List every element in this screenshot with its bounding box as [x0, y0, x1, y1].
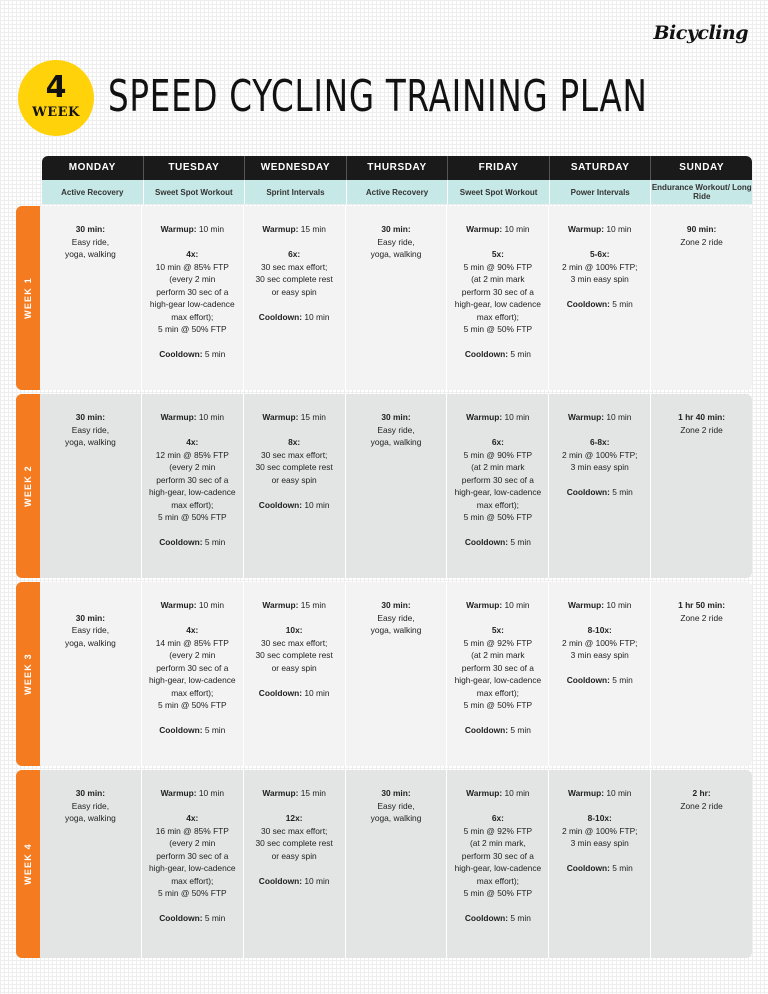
detail: yoga, walking: [370, 249, 422, 259]
cooldown-value: 5 min: [612, 299, 633, 309]
detail: high-gear, low-cadence: [454, 487, 542, 497]
detail: 5 min @ 50% FTP: [158, 700, 227, 710]
detail: 3 min easy spin: [570, 274, 629, 284]
week-1-row: [16, 206, 752, 390]
warmup-label: Warmup:: [466, 600, 503, 610]
week-tab: [16, 394, 40, 578]
warmup-value: 10 min: [198, 224, 225, 234]
detail: Zone 2 ride: [680, 612, 723, 623]
detail: Easy ride,: [377, 236, 415, 247]
detail: max effort);: [476, 687, 519, 698]
day-cell: [650, 394, 752, 578]
detail: yoga, walking: [65, 637, 116, 648]
detail: 5 min @ 50% FTP: [158, 324, 227, 334]
warmup-label: Warmup:: [466, 788, 503, 798]
workout-type: Endurance Workout/ Long Ride: [650, 180, 752, 204]
day-cell: [141, 770, 243, 958]
detail: perform 30 sec of a: [461, 850, 534, 861]
warmup-value: 10 min: [198, 600, 225, 610]
day-cell: [548, 394, 650, 578]
day-header: MONDAY: [68, 162, 116, 173]
day-cell: [243, 582, 345, 766]
detail: max effort);: [476, 875, 519, 886]
detail: 2 min @ 100% FTP;: [561, 825, 638, 836]
detail: 2 min @ 100% FTP;: [561, 449, 638, 460]
day-cell: [345, 582, 447, 766]
sets: 6-8x:: [589, 437, 610, 447]
sets: 5x:: [491, 625, 504, 635]
day-cell: [548, 770, 650, 958]
cooldown-value: 5 min: [204, 537, 226, 547]
cooldown-label: Cooldown:: [566, 487, 610, 497]
day-cell: [243, 394, 345, 578]
duration: 30 min:: [381, 224, 411, 234]
week-count-badge: [18, 60, 94, 136]
detail: Easy ride,: [71, 424, 110, 435]
detail: 5 min @ 50% FTP: [463, 888, 533, 898]
warmup-label: Warmup:: [568, 600, 604, 610]
day-header: THURSDAY: [346, 156, 448, 180]
day-cell: [548, 206, 650, 390]
detail: perform 30 sec of a: [461, 474, 534, 485]
sets: 5-6x:: [589, 249, 610, 259]
detail: high-gear, low-cadence: [454, 863, 542, 873]
detail: Easy ride,: [71, 800, 110, 811]
page-title: SPEED CYCLING TRAINING PLAN: [108, 71, 648, 122]
cooldown-value: 5 min: [510, 725, 531, 735]
day-cell: [345, 394, 447, 578]
days-header-row: [42, 156, 752, 180]
duration: 30 min:: [381, 788, 411, 798]
day-cell: [243, 206, 345, 390]
day-cell: [345, 770, 447, 958]
detail: max effort);: [171, 875, 214, 886]
day-cell: [446, 206, 548, 390]
detail: 5 min @ 50% FTP: [463, 700, 533, 710]
detail: high-gear, low cadence: [454, 299, 541, 309]
detail: (at 2 min mark: [471, 650, 525, 660]
workout-type: Active Recovery: [346, 180, 448, 204]
warmup-label: Warmup:: [262, 600, 299, 610]
detail: yoga, walking: [65, 249, 116, 259]
detail: Zone 2 ride: [680, 800, 723, 811]
day-cell: [40, 206, 141, 390]
detail: max effort);: [171, 311, 214, 322]
detail: (every 2 min: [169, 274, 216, 284]
sets: 6x:: [491, 437, 504, 447]
detail: yoga, walking: [65, 813, 116, 823]
detail: high-gear, low-cadence: [148, 863, 236, 873]
duration: 1 hr 50 min:: [678, 600, 726, 610]
duration: 30 min:: [381, 412, 411, 422]
warmup-label: Warmup:: [262, 412, 299, 422]
cooldown-label: Cooldown:: [464, 537, 509, 547]
warmup-value: 10 min: [198, 788, 225, 798]
warmup-value: 10 min: [606, 788, 632, 798]
detail: 5 min @ 50% FTP: [463, 324, 533, 334]
detail: (every 2 min: [169, 650, 216, 660]
detail: Zone 2 ride: [680, 236, 723, 247]
cooldown-value: 5 min: [204, 913, 226, 923]
detail: Easy ride,: [71, 236, 110, 247]
warmup-value: 15 min: [300, 224, 326, 234]
detail: (at 2 min mark: [471, 274, 525, 284]
warmup-label: Warmup:: [568, 224, 604, 234]
day-cell: [650, 770, 752, 958]
duration: 2 hr:: [692, 788, 711, 798]
day-cell: [141, 206, 243, 390]
day-header: WEDNESDAY: [244, 156, 346, 180]
week-tab: [16, 770, 40, 958]
badge-word: WEEK: [32, 105, 80, 120]
workout-type: Sweet Spot Workout: [447, 180, 549, 204]
week-label: WEEK 3: [23, 653, 33, 695]
day-cell: [446, 582, 548, 766]
sets: 10x:: [285, 625, 303, 635]
warmup-label: Warmup:: [466, 224, 503, 234]
detail: yoga, walking: [370, 625, 422, 635]
cooldown-label: Cooldown:: [464, 725, 509, 735]
sets: 4x:: [186, 625, 199, 635]
workout-type: Sprint Intervals: [244, 180, 346, 204]
detail: max effort);: [476, 499, 519, 510]
day-header: TUESDAY: [143, 156, 245, 180]
detail: high-gear, low-cadence: [454, 675, 542, 685]
sets: 4x:: [186, 813, 199, 823]
cooldown-value: 5 min: [612, 675, 633, 685]
warmup-value: 10 min: [504, 600, 530, 610]
detail: 30 sec max effort;: [260, 637, 328, 648]
day-cell: [446, 394, 548, 578]
warmup-value: 10 min: [198, 412, 225, 422]
week-3-row: [16, 582, 752, 766]
detail: 5 min @ 50% FTP: [158, 512, 227, 522]
warmup-value: 10 min: [504, 224, 530, 234]
warmup-value: 15 min: [300, 600, 326, 610]
detail: 14 min @ 85% FTP: [155, 637, 229, 648]
detail: 5 min @ 90% FTP: [463, 449, 533, 460]
warmup-value: 10 min: [504, 412, 530, 422]
detail: 5 min @ 90% FTP: [463, 261, 533, 272]
detail: or easy spin: [271, 286, 317, 297]
detail: max effort);: [476, 311, 519, 322]
detail: Easy ride,: [377, 800, 415, 811]
warmup-label: Warmup:: [568, 412, 604, 422]
detail: 30 sec complete rest: [255, 650, 333, 660]
day-cell: [243, 770, 345, 958]
workout-type: Sweet Spot Workout: [143, 180, 245, 204]
detail: 5 min @ 50% FTP: [463, 512, 533, 522]
cooldown-value: 5 min: [612, 863, 633, 873]
week-4-row: [16, 770, 752, 958]
warmup-label: Warmup:: [160, 788, 197, 798]
sets: 4x:: [186, 437, 199, 447]
sets: 6x:: [288, 249, 301, 259]
detail: Easy ride,: [377, 612, 415, 623]
detail: max effort);: [171, 687, 214, 698]
detail: 5 min @ 92% FTP: [463, 825, 533, 836]
warmup-value: 10 min: [606, 600, 632, 610]
cooldown-value: 10 min: [304, 875, 330, 886]
cooldown-value: 5 min: [510, 537, 531, 547]
detail: perform 30 sec of a: [156, 474, 229, 485]
warmup-value: 10 min: [606, 224, 632, 234]
warmup-label: Warmup:: [466, 412, 503, 422]
day-header: SUNDAY: [650, 156, 752, 180]
detail: 3 min easy spin: [570, 650, 629, 660]
week-label: WEEK 2: [23, 465, 33, 507]
day-header: FRIDAY: [447, 156, 549, 180]
detail: (at 2 min mark,: [469, 838, 526, 848]
detail: perform 30 sec of a: [461, 662, 534, 673]
cooldown-label: Cooldown:: [566, 299, 610, 309]
cooldown-label: Cooldown:: [159, 913, 203, 923]
cooldown-label: Cooldown:: [258, 687, 303, 698]
cooldown-value: 5 min: [204, 349, 226, 359]
detail: 30 sec complete rest: [255, 462, 333, 472]
workout-type: Power Intervals: [549, 180, 651, 204]
cooldown-value: 10 min: [304, 687, 330, 698]
detail: 30 sec max effort;: [260, 261, 328, 272]
warmup-label: Warmup:: [262, 224, 299, 234]
detail: 3 min easy spin: [570, 462, 629, 472]
warmup-label: Warmup:: [160, 412, 197, 422]
detail: 5 min @ 92% FTP: [463, 637, 533, 648]
cooldown-value: 10 min: [304, 499, 330, 510]
workout-type: Active Recovery: [61, 187, 124, 197]
warmup-value: 15 min: [300, 788, 326, 798]
cooldown-value: 5 min: [612, 487, 633, 497]
day-cell: [40, 394, 141, 578]
duration: 1 hr 40 min:: [678, 412, 726, 422]
cooldown-label: Cooldown:: [464, 349, 509, 359]
duration: 30 min:: [75, 412, 106, 422]
badge-number: 4: [45, 70, 67, 105]
week-label: WEEK 4: [23, 843, 33, 885]
sets: 5x:: [491, 249, 504, 259]
workout-type-row: [42, 180, 752, 204]
duration: 30 min:: [75, 224, 106, 234]
day-cell: [40, 770, 141, 958]
week-tab: [16, 582, 40, 766]
cooldown-label: Cooldown:: [159, 349, 203, 359]
week-2-row: [16, 394, 752, 578]
cooldown-label: Cooldown:: [258, 499, 303, 510]
cooldown-value: 5 min: [204, 725, 226, 735]
warmup-label: Warmup:: [160, 224, 197, 234]
cooldown-label: Cooldown:: [258, 875, 303, 886]
detail: 30 sec max effort;: [260, 825, 328, 836]
detail: 3 min easy spin: [570, 838, 629, 848]
duration: 90 min:: [686, 224, 717, 234]
detail: 30 sec complete rest: [255, 838, 333, 848]
detail: 2 min @ 100% FTP;: [561, 261, 638, 272]
day-cell: [40, 582, 141, 766]
detail: perform 30 sec of a: [461, 286, 534, 297]
detail: yoga, walking: [65, 437, 116, 447]
day-header: SATURDAY: [549, 156, 651, 180]
detail: yoga, walking: [370, 437, 422, 447]
sets: 12x:: [285, 813, 303, 823]
day-cell: [141, 394, 243, 578]
warmup-label: Warmup:: [262, 788, 299, 798]
cooldown-label: Cooldown:: [464, 913, 509, 923]
detail: 5 min @ 50% FTP: [158, 888, 227, 898]
detail: high-gear, low-cadence: [148, 675, 236, 685]
sets: 6x:: [491, 813, 504, 823]
warmup-label: Warmup:: [160, 600, 197, 610]
detail: or easy spin: [271, 850, 317, 861]
cooldown-value: 10 min: [304, 311, 330, 322]
detail: (at 2 min mark: [471, 462, 525, 472]
day-cell: [141, 582, 243, 766]
day-cell: [650, 582, 752, 766]
detail: high-gear, low-cadence: [148, 487, 236, 497]
detail: high-gear low-cadence: [149, 299, 235, 309]
detail: perform 30 sec of a: [156, 662, 229, 673]
day-cell: [650, 206, 752, 390]
detail: Easy ride,: [71, 625, 110, 635]
detail: (every 2 min: [169, 838, 216, 848]
cooldown-label: Cooldown:: [159, 537, 203, 547]
cooldown-value: 5 min: [510, 913, 531, 923]
detail: Zone 2 ride: [680, 424, 723, 435]
cooldown-label: Cooldown:: [258, 311, 303, 322]
detail: perform 30 sec of a: [156, 286, 229, 297]
week-label: WEEK 1: [23, 277, 33, 319]
detail: 10 min @ 85% FTP: [155, 261, 229, 272]
day-cell: [446, 770, 548, 958]
detail: yoga, walking: [370, 813, 422, 823]
detail: Easy ride,: [377, 424, 415, 435]
cooldown-label: Cooldown:: [566, 675, 610, 685]
day-cell: [548, 582, 650, 766]
sets: 8x:: [288, 437, 301, 447]
detail: max effort);: [171, 499, 214, 510]
week-tab: [16, 206, 40, 390]
detail: or easy spin: [271, 662, 317, 673]
detail: (every 2 min: [169, 462, 216, 472]
duration: 30 min:: [75, 788, 106, 798]
detail: 2 min @ 100% FTP;: [561, 637, 638, 648]
warmup-label: Warmup:: [568, 788, 604, 798]
cooldown-label: Cooldown:: [566, 863, 610, 873]
warmup-value: 15 min: [300, 412, 326, 422]
detail: perform 30 sec of a: [156, 850, 229, 861]
detail: 30 sec complete rest: [255, 274, 333, 284]
sets: 8-10x:: [587, 813, 612, 823]
cooldown-label: Cooldown:: [159, 725, 203, 735]
brand-logo: Bicycling: [653, 22, 748, 44]
warmup-value: 10 min: [504, 788, 530, 798]
sets: 8-10x:: [587, 625, 612, 635]
cooldown-value: 5 min: [510, 349, 531, 359]
duration: 30 min:: [381, 600, 411, 610]
detail: 12 min @ 85% FTP: [155, 449, 229, 460]
detail: 16 min @ 85% FTP: [155, 825, 229, 836]
duration: 30 min:: [75, 612, 106, 623]
day-cell: [345, 206, 447, 390]
sets: 4x:: [186, 249, 199, 259]
detail: 30 sec max effort;: [260, 449, 328, 460]
warmup-value: 10 min: [606, 412, 632, 422]
detail: or easy spin: [271, 474, 317, 485]
